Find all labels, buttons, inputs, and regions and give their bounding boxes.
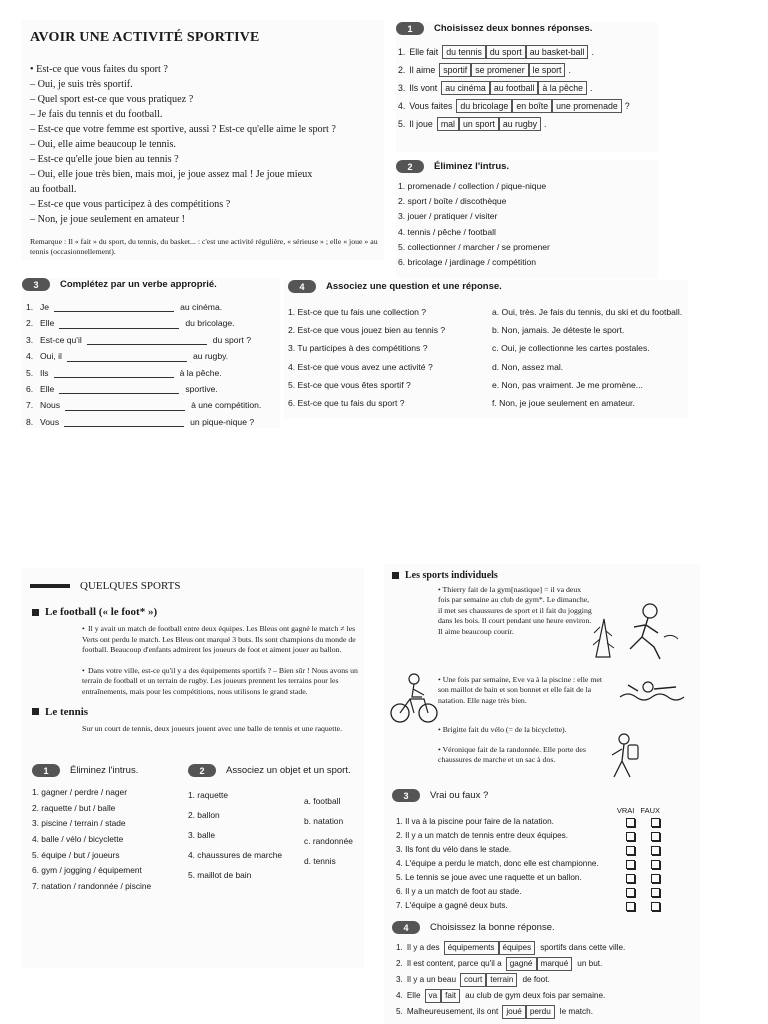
- object-item: 1. raquette: [188, 790, 229, 801]
- option-box[interactable]: équipes: [499, 941, 536, 955]
- row-prefix: Il aime: [409, 65, 436, 75]
- answer-item: d. Non, assez mal.: [492, 361, 564, 372]
- row-suffix: au rugby.: [192, 351, 229, 362]
- sport-item: b. natation: [304, 816, 344, 827]
- row-suffix: .: [591, 47, 594, 57]
- row-prefix: Il y a un beau: [406, 975, 457, 984]
- row-number: 2.: [26, 318, 34, 329]
- vrai-checkbox[interactable]: [626, 874, 635, 883]
- list-item: 1. gagner / perdre / nager: [32, 787, 127, 798]
- quelques-sports-section: [22, 568, 364, 968]
- row-suffix: le match.: [559, 1007, 593, 1016]
- row-suffix: du sport ?: [212, 334, 251, 345]
- swimmer-illustration-icon: [618, 673, 690, 707]
- vrai-checkbox[interactable]: [626, 832, 635, 841]
- row-number: 3.: [26, 334, 34, 345]
- row-suffix: .: [544, 119, 547, 129]
- option-box[interactable]: le sport: [529, 63, 566, 77]
- cyclist-illustration-icon: [388, 669, 440, 725]
- option-box[interactable]: un sport: [459, 117, 499, 131]
- exercise-title: Éliminez l'intrus.: [70, 765, 139, 777]
- bottom-exercise-2: [188, 764, 360, 894]
- row-suffix: un pique-nique ?: [190, 416, 255, 427]
- row-prefix: Elle: [406, 991, 421, 1000]
- row-number: 4.: [26, 351, 34, 362]
- answer-item: c. Oui, je collectionne les cartes postales.: [492, 343, 650, 354]
- option-box[interactable]: mal: [437, 117, 459, 131]
- exercise-number-badge: 4: [392, 921, 420, 934]
- dialogue-line: au football.: [30, 184, 77, 195]
- dialogue-line: – Oui, elle aime beaucoup le tennis.: [30, 139, 176, 150]
- vrai-checkbox[interactable]: [626, 846, 635, 855]
- row-suffix: du bricolage.: [185, 318, 235, 329]
- title-bar-decoration: [30, 584, 70, 588]
- option-box[interactable]: perdu: [526, 1005, 555, 1019]
- answer-blank[interactable]: [59, 320, 179, 329]
- faux-checkbox[interactable]: [651, 888, 660, 897]
- exercise-number-badge: 4: [288, 280, 316, 293]
- option-box[interactable]: au cinéma: [441, 81, 490, 95]
- row-number: 1.: [396, 943, 403, 952]
- option-box[interactable]: joué: [502, 1005, 525, 1019]
- section-title: AVOIR UNE ACTIVITÉ SPORTIVE: [30, 30, 260, 45]
- exercise-2-list: [396, 179, 658, 270]
- tennis-paragraph: Sur un court de tennis, deux joueurs jouent avec une balle de tennis et une raquette.: [82, 723, 343, 733]
- fill-row: [26, 414, 280, 430]
- option-box[interactable]: fait: [441, 989, 460, 1003]
- option-box[interactable]: en boîte: [512, 99, 552, 113]
- sport-column: [304, 785, 353, 885]
- row-number: 3.: [398, 83, 406, 93]
- answer-item: e. Non, pas vraiment. Je me promène...: [492, 379, 643, 390]
- row-suffix: .: [590, 83, 593, 93]
- row-prefix: Oui, il: [40, 351, 62, 362]
- option-box[interactable]: se promener: [471, 63, 528, 77]
- question-item: 6. Est-ce que tu fais du sport ?: [288, 398, 405, 409]
- row-prefix: Elle: [40, 384, 55, 395]
- statement-text: 2. Il y a un match de tennis entre deux équipes.: [396, 831, 569, 840]
- choice-row: [398, 79, 658, 97]
- row-number: 5.: [396, 1007, 403, 1016]
- answer-item: a. Oui, très. Je fais du tennis, du ski et du football.: [492, 307, 683, 317]
- thierry-paragraph: • Thierry fait de la gym[nastique] = il va deux fois par semaine au club de gym*. Le dimanche, il met ses chaussures de sport et il fait du jogging dans les bois. Il court pendant une heure environ. Il aime beaucoup courir.: [438, 585, 592, 636]
- dialogue: [30, 62, 384, 227]
- exercise-3-list: [22, 299, 280, 430]
- list-item: 1. promenade / collection / pique-nique: [398, 181, 547, 191]
- row-prefix: Elle: [40, 318, 55, 329]
- dialogue-line: – Est-ce qu'elle joue bien au tennis ?: [30, 154, 179, 165]
- row-prefix: Elle fait: [409, 47, 439, 57]
- choice-row: [396, 956, 700, 972]
- option-box[interactable]: au basket-ball: [526, 45, 589, 59]
- row-suffix: sportive.: [185, 384, 218, 395]
- hiker-illustration-icon: [602, 731, 650, 783]
- row-suffix: .: [568, 65, 571, 75]
- dialogue-line: • Est-ce que vous faites du sport ?: [30, 64, 168, 75]
- row-prefix: Malheureusement, ils ont: [406, 1007, 499, 1016]
- option-box[interactable]: va: [425, 989, 442, 1003]
- sport-item: d. tennis: [304, 856, 336, 867]
- list-item: 4. tennis / pêche / football: [398, 226, 496, 237]
- row-suffix: à une compétition.: [191, 400, 262, 411]
- row-prefix: Il est content, parce qu'il a: [406, 959, 502, 968]
- answer-item: b. Non, jamais. Je déteste le sport.: [492, 325, 625, 336]
- statement-text: 6. Il y a un match de foot au stade.: [396, 887, 522, 896]
- exercise-4-match: [284, 280, 688, 418]
- section-title: QUELQUES SPORTS: [80, 580, 181, 592]
- choice-row: [398, 61, 658, 79]
- vrai-checkbox[interactable]: [626, 818, 635, 827]
- row-number: 3.: [396, 975, 403, 984]
- brigitte-paragraph: • Brigitte fait du vélo (= de la bicyclette).: [438, 725, 567, 734]
- true-false-row: [392, 857, 700, 871]
- answer-item: f. Non, je joue seulement en amateur.: [492, 398, 635, 409]
- option-box[interactable]: marqué: [537, 957, 573, 971]
- row-number: 2.: [398, 65, 406, 75]
- true-false-row: [392, 829, 700, 843]
- row-number: 4.: [396, 991, 403, 1000]
- bottom-exercise-4: [384, 921, 700, 1020]
- dialogue-line: – Oui, je suis très sportif.: [30, 79, 133, 90]
- choice-row: [398, 97, 658, 115]
- list-item: 3. jouer / pratiquer / visiter: [398, 211, 498, 222]
- vrai-checkbox[interactable]: [626, 888, 635, 897]
- faux-checkbox[interactable]: [651, 832, 660, 841]
- option-box[interactable]: gagné: [506, 957, 537, 971]
- option-box[interactable]: à la pêche: [538, 81, 587, 95]
- subsection-heading: Les sports individuels: [405, 570, 498, 581]
- list-item: 6. bricolage / jardinage / compétition: [398, 257, 537, 268]
- option-box[interactable]: au football: [490, 81, 539, 95]
- statement-text: 1. Il va à la piscine pour faire de la natation.: [396, 817, 554, 826]
- faux-checkbox[interactable]: [651, 874, 660, 883]
- answer-blank[interactable]: [54, 303, 174, 312]
- row-suffix: à la pêche.: [179, 367, 222, 378]
- dialogue-line: – Oui, elle joue très bien, mais moi, je joue assez mal ! Je joue mieux: [30, 169, 313, 180]
- bullet-icon: •: [438, 745, 443, 754]
- statement-text: 4. L'équipe a perdu le match, donc elle est championne.: [396, 859, 599, 868]
- fill-row: [26, 299, 280, 315]
- choice-row: [396, 940, 700, 956]
- question-column: [284, 303, 492, 412]
- option-box[interactable]: du bricolage: [456, 99, 512, 113]
- choice-row: [396, 1004, 700, 1020]
- list-item: 4. balle / vélo / bicyclette: [32, 833, 124, 844]
- exercise-title: Associez un objet et un sport.: [226, 765, 351, 777]
- option-box[interactable]: sportif: [439, 63, 471, 77]
- exercise-number-badge: 1: [32, 764, 60, 777]
- exercise-number-badge: 2: [396, 160, 424, 173]
- question-item: 1. Est-ce que tu fais une collection ?: [288, 307, 427, 317]
- row-number: 1.: [398, 47, 406, 57]
- row-prefix: Je: [40, 302, 50, 312]
- row-suffix: ?: [624, 101, 630, 111]
- dialogue-line: – Non, je joue seulement en amateur !: [30, 214, 186, 225]
- list-item: 5. équipe / but / joueurs: [32, 849, 120, 860]
- row-number: 5.: [398, 119, 406, 129]
- equipment-paragraph: • Dans votre ville, est-ce qu'il y a des équipements sportifs ? – Bien sûr ! Nous avons un terrain de football et un terrain de rugby. Les joueurs prennent les terrains pour les entraînements, mais pour les compétitions, nous utilisons le grand stade.: [82, 665, 358, 696]
- square-bullet-icon: [32, 708, 39, 715]
- dialogue-line: – Je fais du tennis et du football.: [30, 109, 163, 120]
- exercise-2-intrus: [396, 160, 658, 278]
- choice-row: [396, 988, 700, 1004]
- statement-text: 7. L'équipe a gagné deux buts.: [396, 901, 508, 910]
- list-item: 2. raquette / but / balle: [32, 802, 116, 813]
- exercise-number-badge: 3: [392, 789, 420, 802]
- true-false-row: [392, 843, 700, 857]
- vrai-checkbox[interactable]: [626, 860, 635, 869]
- sports-individuels-section: [384, 564, 700, 1024]
- true-false-row: [392, 815, 700, 829]
- faux-column-header: FAUX: [640, 806, 660, 815]
- answer-blank[interactable]: [65, 402, 185, 411]
- subsection-heading: Le football (« le foot* »): [45, 606, 158, 618]
- option-box[interactable]: équipements: [444, 941, 499, 955]
- row-number: 5.: [26, 367, 34, 378]
- vrai-checkbox[interactable]: [626, 902, 635, 911]
- row-suffix: au club de gym deux fois par semaine.: [465, 991, 606, 1000]
- option-box[interactable]: terrain: [486, 973, 517, 987]
- list-item: 6. gym / jogging / équipement: [32, 865, 142, 876]
- fill-row: [26, 397, 280, 413]
- faux-checkbox[interactable]: [651, 818, 660, 827]
- exercise-number-badge: 2: [188, 764, 216, 777]
- fill-row: [26, 332, 280, 348]
- row-number: 6.: [26, 384, 34, 395]
- object-item: 2. ballon: [188, 810, 220, 821]
- subsection-heading: Le tennis: [45, 705, 89, 718]
- row-suffix: un but.: [577, 959, 603, 968]
- true-false-row: [392, 899, 700, 913]
- row-number: 2.: [396, 959, 403, 968]
- row-number: 4.: [398, 101, 406, 111]
- exercise-title: Associez une question et une réponse.: [326, 281, 502, 292]
- option-box[interactable]: court: [460, 973, 486, 987]
- jogger-illustration-icon: [590, 597, 686, 661]
- exercise-3-complete: [22, 278, 280, 428]
- choice-row: [398, 115, 658, 133]
- remark-note: Remarque : Il « fait » du sport, du tennis, du basket... : c'est une activité régulière, « sérieuse » ; elle « joue » au tennis (occasionnellement).: [30, 237, 378, 256]
- exercise-1-choose: [396, 22, 658, 152]
- row-prefix: Ils vont: [409, 83, 438, 93]
- choice-row: [396, 972, 700, 988]
- row-prefix: Ils: [40, 367, 49, 378]
- exercise-title: Vrai ou faux ?: [430, 790, 489, 801]
- sport-item: c. randonnée: [304, 836, 353, 847]
- row-prefix: Nous: [40, 400, 61, 411]
- vrai-column-header: VRAI: [616, 806, 635, 815]
- exercise-title: Choisissez la bonne réponse.: [430, 922, 555, 933]
- square-bullet-icon: [32, 609, 39, 616]
- dialogue-line: – Quel sport est-ce que vous pratiquez ?: [30, 94, 194, 105]
- choice-row: [398, 43, 658, 61]
- object-item: 5. maillot de bain: [188, 870, 252, 881]
- faux-checkbox[interactable]: [651, 860, 660, 869]
- statement-text: 3. Ils font du vélo dans le stade.: [396, 845, 512, 854]
- list-item: 5. collectionner / marcher / se promener: [398, 241, 550, 252]
- square-bullet-icon: [392, 572, 399, 579]
- eve-paragraph: • Une fois par semaine, Eve va à la piscine : elle met son maillot de bain et son bonnet et elle fait de la natation. Elle nage très bien.: [438, 675, 603, 705]
- faux-checkbox[interactable]: [651, 902, 660, 911]
- option-box[interactable]: du tennis: [442, 45, 486, 59]
- bottom-exercise-1: [32, 764, 162, 894]
- fill-row: [26, 315, 280, 331]
- dialogue-line: – Est-ce que votre femme est sportive, aussi ? Est-ce qu'elle aime le sport ?: [30, 124, 336, 135]
- row-number: 7.: [26, 400, 34, 411]
- sport-item: a. football: [304, 796, 341, 807]
- dialogue-line: – Est-ce que vous participez à des compétitions ?: [30, 199, 231, 210]
- row-prefix: Il y a des: [406, 943, 440, 952]
- bullet-icon: •: [438, 585, 443, 594]
- object-item: 3. balle: [188, 830, 216, 841]
- row-number: 1.: [26, 302, 34, 312]
- true-false-row: [392, 871, 700, 885]
- question-item: 4. Est-ce que vous avez une activité ?: [288, 361, 433, 372]
- bullet-icon: •: [438, 675, 443, 684]
- bullet-icon: •: [82, 624, 85, 633]
- exercise-number-badge: 1: [396, 22, 424, 35]
- list-item: 2. sport / boîte / discothèque: [398, 196, 507, 207]
- row-prefix: Est-ce qu'il: [40, 334, 82, 345]
- veronique-paragraph: • Véronique fait de la randonnée. Elle porte des chaussures de marche et un sac à dos.: [438, 745, 586, 765]
- faux-checkbox[interactable]: [651, 846, 660, 855]
- question-item: 2. Est-ce que vous jouez bien au tennis ?: [288, 325, 446, 336]
- answer-blank[interactable]: [54, 369, 174, 378]
- fill-row: [26, 348, 280, 364]
- row-number: 8.: [26, 416, 34, 427]
- object-column: [188, 785, 304, 885]
- statement-text: 5. Le tennis se joue avec une raquette et un ballon.: [396, 873, 582, 882]
- activity-dialogue-section: [22, 20, 384, 260]
- question-item: 5. Est-ce que vous êtes sportif ?: [288, 379, 411, 390]
- bottom-exercise-3: [384, 789, 700, 913]
- bullet-icon: •: [438, 725, 443, 734]
- football-paragraph: • Il y avait un match de football entre deux équipes. Les Bleus ont gagné le match ≠ les Verts ont perdu le match. Les Bleus ont marqué 3 buts. Ils sont champions du monde de football. Beaucoup d'enfants admirent les joueurs de foot et aiment jouer au ballon.: [82, 624, 356, 655]
- option-box[interactable]: du sport: [486, 45, 526, 59]
- question-item: 3. Tu participes à des compétitions ?: [288, 343, 428, 354]
- list-item: 3. piscine / terrain / stade: [32, 818, 126, 829]
- row-suffix: sportifs dans cette ville.: [540, 943, 626, 952]
- option-box[interactable]: au rugby: [499, 117, 541, 131]
- fill-row: [26, 365, 280, 381]
- true-false-row: [392, 885, 700, 899]
- row-suffix: de foot.: [522, 975, 550, 984]
- exercise-1-list: [396, 43, 658, 133]
- exercise-title: Complétez par un verbe approprié.: [60, 279, 217, 290]
- fill-row: [26, 381, 280, 397]
- row-prefix: Vous: [40, 416, 60, 427]
- exercise-title: Éliminez l'intrus.: [434, 161, 510, 172]
- answer-column: [492, 303, 688, 412]
- row-prefix: Vous faites: [409, 101, 453, 111]
- row-prefix: Il joue: [409, 119, 433, 129]
- list-item: 7. natation / randonnée / piscine: [32, 880, 152, 891]
- exercise-number-badge: 3: [22, 278, 50, 291]
- option-box[interactable]: une promenade: [552, 99, 622, 113]
- answer-blank[interactable]: [59, 385, 179, 394]
- answer-blank[interactable]: [87, 336, 207, 345]
- row-suffix: au cinéma.: [180, 302, 223, 312]
- object-item: 4. chaussures de marche: [188, 850, 283, 861]
- exercise-title: Choisissez deux bonnes réponses.: [434, 23, 593, 34]
- answer-blank[interactable]: [67, 353, 187, 362]
- answer-blank[interactable]: [64, 418, 184, 427]
- bullet-icon: •: [82, 665, 85, 675]
